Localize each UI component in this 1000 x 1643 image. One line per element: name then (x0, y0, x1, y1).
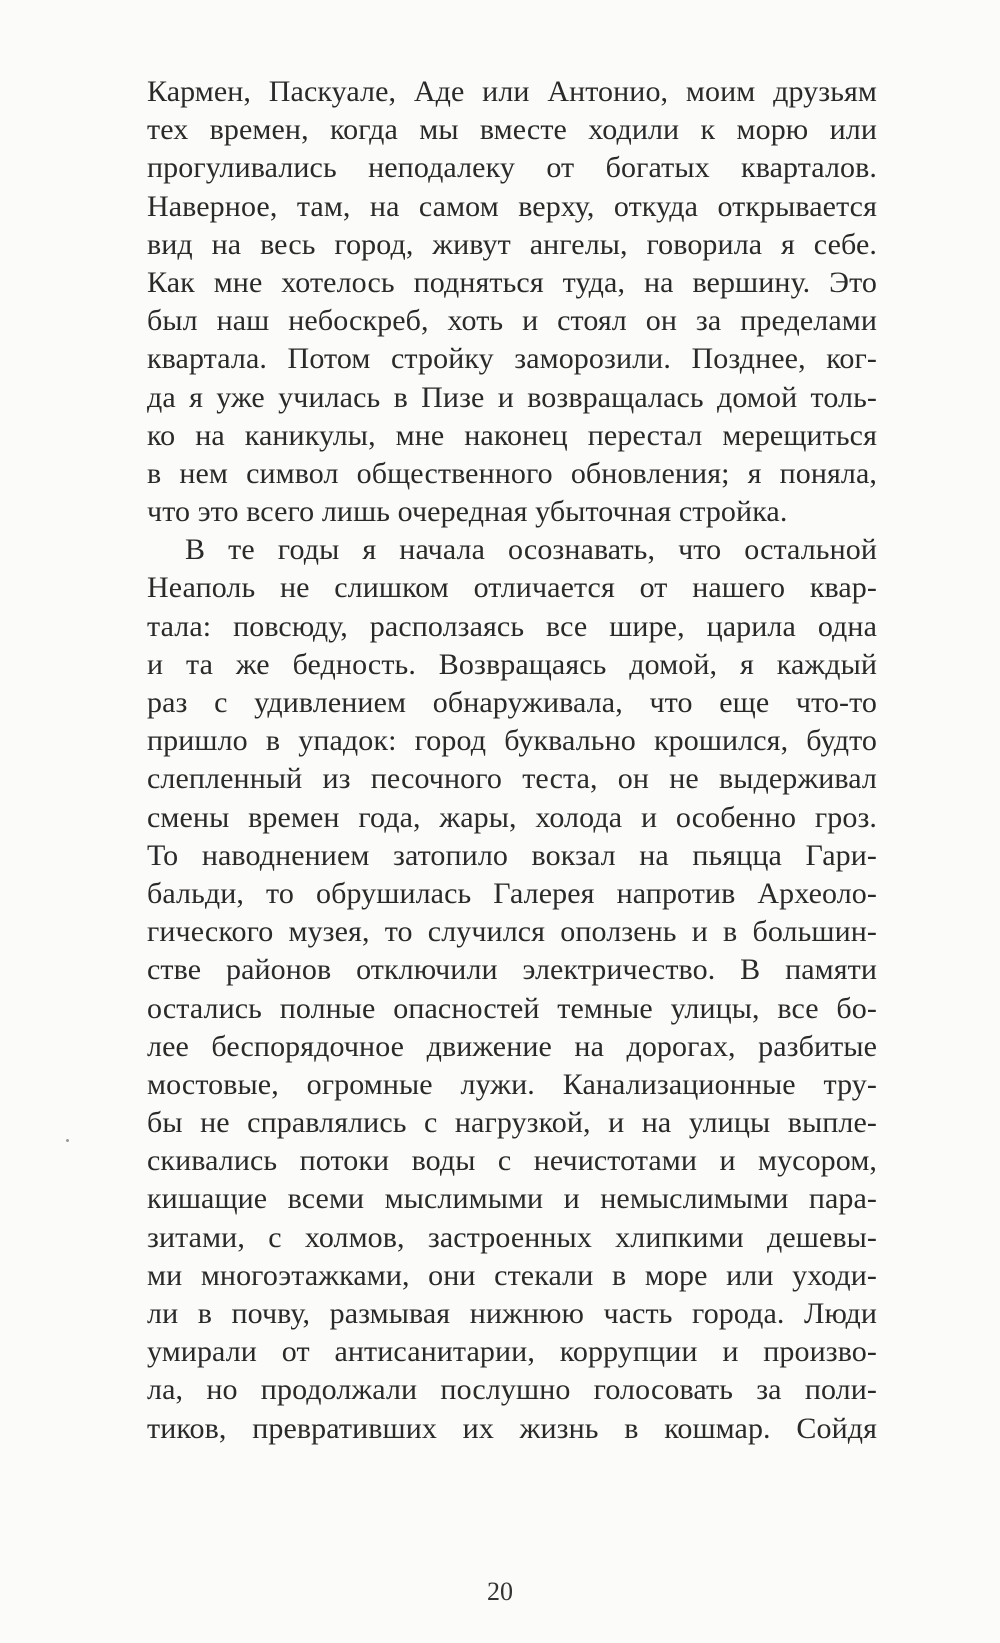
text-line: пришло в упадок: город буквально крошился, будто (147, 724, 877, 758)
text-line: В те годы я начала осознавать, что остальной (185, 533, 877, 567)
text-line: раз с удивлением обнаруживала, что еще что-то (147, 686, 877, 719)
text-line: прогуливались неподалеку от богатых кварталов. (147, 151, 877, 185)
paragraph-2 (147, 531, 877, 1448)
scan-speck (66, 1139, 69, 1142)
text-line: в нем символ общественного обновления; я поняла, (147, 456, 877, 490)
text-line: остались полные опасностей темные улицы, все бо- (147, 991, 877, 1025)
text-line: ла, но продолжали послушно голосовать за поли- (147, 1373, 877, 1407)
text-line: был наш небоскреб, хоть и стоял он за пределами (147, 304, 877, 338)
text-line: тех времен, когда мы вместе ходили к морю или (147, 113, 877, 147)
text-line: То наводнением затопило вокзал на пьяцца Гари- (147, 838, 877, 872)
text-line: смены времен года, жары, холода и особенно гроз. (147, 800, 877, 834)
text-line: скивались потоки воды с нечистотами и мусором, (147, 1144, 877, 1178)
text-line: вид на весь город, живут ангелы, говорила я себе. (147, 227, 877, 261)
text-line: бы не справлялись с нагрузкой, и на улицы выпле- (147, 1106, 877, 1140)
text-line: Наверное, там, на самом верху, откуда открывается (147, 189, 877, 223)
text-line: ли в почву, размывая нижнюю часть города. Люди (147, 1297, 877, 1330)
page-number: 20 (487, 1577, 513, 1606)
text-line: умирали от антисанитарии, коррупции и произво- (147, 1335, 877, 1369)
paragraph-1 (147, 73, 877, 531)
body-text (147, 73, 877, 1448)
text-line: слепленный из песочного теста, он не выдерживал (147, 762, 877, 796)
text-line: мостовые, огромные лужи. Канализационные тру- (147, 1067, 877, 1101)
text-line: Как мне хотелось подняться туда, на вершину. Это (147, 265, 877, 299)
text-line: гического музея, то случился оползень и в большин- (147, 915, 877, 949)
text-line: тиков, превративших их жизнь в кошмар. Сойдя (147, 1411, 877, 1445)
text-line: бальди, то обрушилась Галерея напротив Археоло- (147, 876, 877, 910)
text-line: Неаполь не слишком отличается от нашего квар- (147, 571, 877, 605)
text-line: что это всего лишь очередная убыточная стройка. (147, 495, 788, 529)
text-line: лее беспорядочное движение на дорогах, разбитые (147, 1029, 877, 1063)
text-line: ко на каникулы, мне наконец перестал мерещиться (147, 418, 877, 452)
text-line: тала: повсюду, расползаясь все шире, царила одна (147, 609, 877, 643)
text-line: ми многоэтажками, они стекали в море или уходи- (147, 1258, 877, 1292)
text-line: кишащие всеми мыслимыми и немыслимыми пара- (147, 1182, 877, 1216)
text-line: да я уже училась в Пизе и возвращалась домой толь- (147, 380, 877, 414)
text-line: зитами, с холмов, застроенных хлипкими дешевы- (147, 1220, 877, 1254)
text-line: и та же бедность. Возвращаясь домой, я каждый (147, 647, 877, 681)
text-line: стве районов отключили электричество. В памяти (147, 953, 877, 987)
text-line: Кармен, Паскуале, Аде или Антонио, моим друзьям (147, 75, 877, 108)
text-line: квартала. Потом стройку заморозили. Позднее, ког- (147, 342, 877, 376)
